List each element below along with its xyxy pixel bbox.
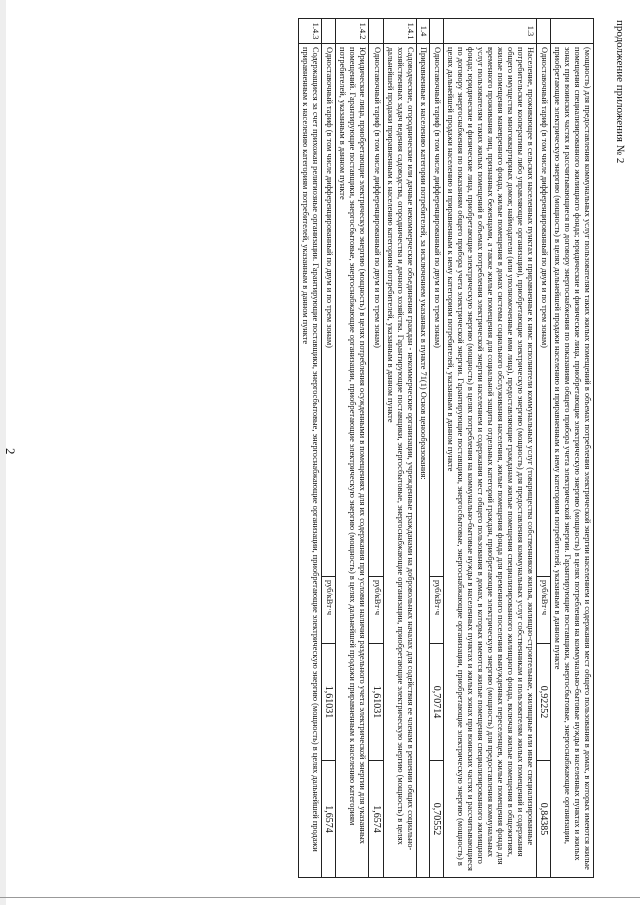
row-description: (мощность) для предоставления коммунальных услуг пользователям таких жилых помещений в объемах потребления электрической энергии населением и содержания мест общего пользования в домах, в которых имеются жилые помещения специализированного жилищного фонда; юридические и физические лица, приобретающие электрическую энергию (мощность) в целях потребления на коммунально-бытовые нужды в населенных пунктах и жилых зонах при воинских частях и рассчитывающиеся по договору энергоснабжения по показаниям общего прибора учета электрической энергии. Гарантирующие поставщики, энергосбытовые, энергоснабжающие организации, приобретающие электрическую энергию (мощность) в целях дальнейшей продажи населению и приравненным к нему категориям потребителей, указанным в данном пункте [551,44,594,878]
row-number [321,19,336,44]
tariff-value-period-1: 0,92252 [536,644,551,761]
tariff-value-period-1: 0,70714 [429,644,444,761]
row-description: Население, проживающее в сельских населенных пунктах и приравненные к ним: исполнители коммунальных услуг (товарищества собственников жилья, жилищно-строительные, жилищные или иные специализированные потребительские кооперативы либо управляющие организации), приобретающие электрическую энергию (мощность) для предоставления коммунальных услуг собственникам и пользователям жилых помещений и содержания общего имущества многоквартирных домов; наймодатели (или уполномоченные ими лица), предоставляющие гражданам жилые помещения специализированного жилищного фонда, включая жилые помещения в общежитиях, жилые помещения маневренного фонда, жилые помещения в домах системы социального обслуживания населения, жилые помещения фонда для временного поселения вынужденных переселенцев, жилые помещения фонда для временного проживания лиц, признанных беженцами, а также жилые помещения для социальной защиты отдельных категорий граждан, приобретающие электрическую энергию (мощность) для предоставления коммунальных услуг пользователям таких жилых помещений в объемах потребления электрической энергии населением и содержания мест общего пользования в домах, в которых имеются жилые помещения специализированного жилищного фонда; юридические и физические лица, приобретающие электрическую энергию (мощность) в целях потребления на коммунально-бытовые нужды в населенных пунктах и жилых зонах при воинских частях и рассчитывающиеся по договору энергоснабжения по показаниям общего прибора учета электрической энергии. Гарантирующие поставщики, энергосбытовые, энергоснабжающие организации, приобретающие электрическую энергию (мощность) в целях дальнейшей продажи населению и приравненным к нему категориям потребителей, указанным в данном пункте [444,44,536,878]
tariff-value-period-2: 1,6574 [321,761,336,878]
tariff-table [298,18,594,878]
tariff-value-period-2: 0,70552 [429,761,444,878]
table-row [551,19,594,878]
tariff-unit: руб/кВт·ч [369,577,384,644]
continuation-note: продолжение приложения № 2 [614,20,626,164]
tariff-unit: руб/кВт·ч [429,577,444,644]
tariff-unit: руб/кВт·ч [536,577,551,644]
tariff-label: Одноставочный тариф (в том числе дифференцированный по двум и по трем зонам) [369,44,384,577]
row-description: Содержащиеся за счет прихожан религиозные организации. Гарантирующие поставщики, энергосбытовые, энергоснабжающие организации, приобретающие электрическую энергию (мощность) в целях дальнейшей продажи приравненным к населению категориям потребителей, указанным в данном пункте [298,44,321,878]
table-row [536,19,551,878]
table-row [384,19,417,878]
table-row [336,19,369,878]
tariff-label: Одноставочный тариф (в том числе дифференцированный по двум и по трем зонам) [536,44,551,577]
row-number: 1.4 [416,19,429,44]
row-description: Приравненные к населению категории потребителей, за исключением указанных в пункте 71(1) Основ ценообразования: [416,44,429,878]
table-row [298,19,321,878]
row-number: 1.4.2 [336,19,369,44]
row-number: 1.4.1 [384,19,417,44]
tariff-value-period-2: 1,6574 [369,761,384,878]
row-number: 1.3 [444,19,536,44]
tariff-label: Одноставочный тариф (в том числе дифференцированный по двум и по трем зонам) [429,44,444,577]
row-description: Садоводческие, огороднические или дачные некоммерческие объединения граждан - некоммерческие организации, учрежденные гражданами на добровольных началах для содействия ее членам в решении общих социально-хозяйственных задач ведения садоводства, огородничества и дачного хозяйства. Гарантирующие поставщики, энергосбытовые, энергоснабжающие организации, приобретающие электрическую энергию (мощность) в целях дальнейшей продажи приравненным к населению категориям потребителей, указанным в данном пункте [384,44,417,878]
tariff-unit: руб/кВт·ч [321,577,336,644]
table-row [321,19,336,878]
scan-bottom-edge [0,897,640,898]
row-number [429,19,444,44]
tariff-value-period-2: 0,84385 [536,761,551,878]
table-row [369,19,384,878]
tariff-value-period-1: 1,61031 [369,644,384,761]
row-number [536,19,551,44]
table-row [444,19,536,878]
tariff-table-rotated [94,18,594,878]
table-row [429,19,444,878]
tariff-value-period-1: 1,61031 [321,644,336,761]
page-number: 2 [3,448,18,455]
row-description: Юридические лица, приобретающие электрическую энергию (мощность) в целях потребления осужденными в помещениях для их содержания при условии наличия раздельного учета электрической энергии для указанных помещений. Гарантирующие поставщики, энергосбытовые, энергоснабжающие организации, приобретающие электрическую энергию (мощность) в целях дальнейшей продажи приравненным к населению категориям потребителей, указанным в данном пункте [336,44,369,878]
row-number [369,19,384,44]
tariff-label: Одноставочный тариф (в том числе дифференцированный по двум и по трем зонам) [321,44,336,577]
row-number [551,19,594,44]
row-number: 1.4.3 [298,19,321,44]
table-row [416,19,429,878]
